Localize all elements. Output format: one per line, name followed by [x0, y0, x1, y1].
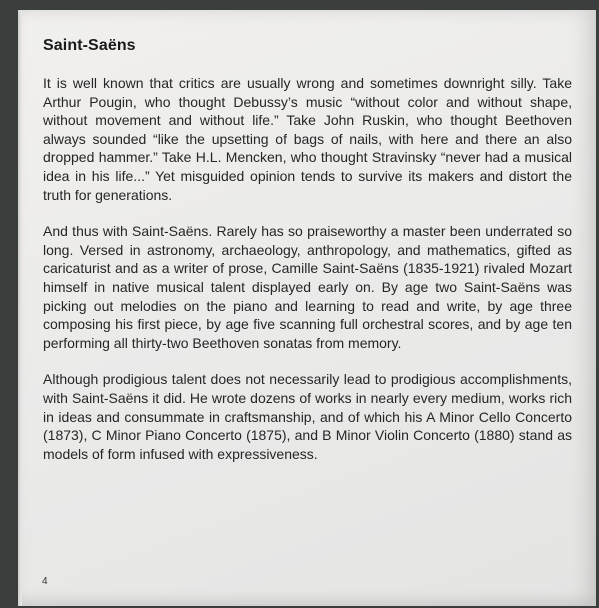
paragraph-accomplishments: Although prodigious talent does not necessarily lead to prodigious accomplishments, with Saint-Saëns it did. He wrote dozens of works in nearly every medium, works rich in ideas and consummate in craftsmanship, and of which his A Minor Cello Concerto (1873), C Minor Piano Concerto (1875), and B Minor Violin Concerto (1880) stand as models of form infused with expressiveness. — [43, 371, 572, 462]
paragraph-underrated: And thus with Saint-Saëns. Rarely has so praiseworthy a master been underrated so long. Versed in astronomy, archaeology, anthropology, and mathematics, gifted as caricaturist and as a writer of prose, Camille Saint-Saëns (1835-1921) rivaled Mozart himself in native musical talent displayed early on. By age two Saint-Saëns was picking out melodies on the piano and learning to read and write, by age three composing his first piece, by age five scanning full orchestral scores, and by age ten performing all thirty-two Beethoven sonatas from memory. — [43, 223, 572, 351]
page-number: 4 — [42, 576, 48, 587]
page-edge — [18, 10, 22, 606]
booklet-page — [18, 10, 596, 606]
body-text — [43, 74, 572, 481]
paragraph-critics: It is well known that critics are usually wrong and sometimes downright silly. Take Arthur Pougin, who thought Debussy’s music “without color and without shape, without movement and without life.” Take John Ruskin, who thought Beethoven always sounded “like the upsetting of bags of nails, with here and there an also dropped hammer.” Take H.L. Mencken, who thought Stravinsky “never had a musical idea in his life...” Yet misguided opinion tends to survive its makers and distort the truth for generations. — [43, 75, 572, 203]
page-heading: Saint-Saëns — [43, 37, 136, 54]
